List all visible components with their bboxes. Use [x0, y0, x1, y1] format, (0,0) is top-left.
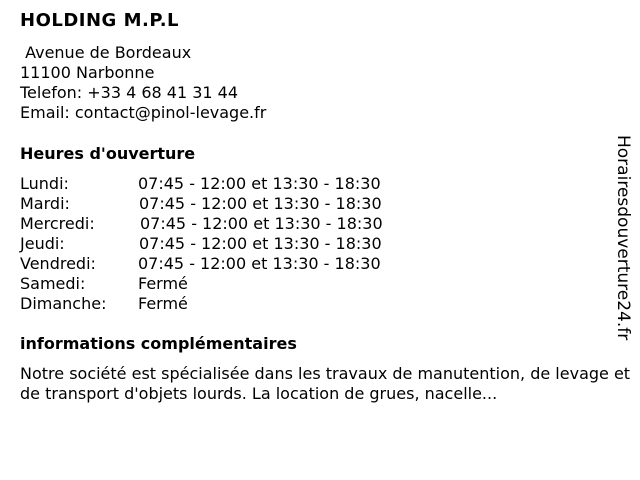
day-label: Mercredi: — [20, 214, 95, 233]
opening-hours-table — [20, 174, 440, 314]
day-label: Jeudi: — [20, 234, 65, 253]
additional-info-heading: informations complémentaires — [20, 334, 297, 353]
address-street: Avenue de Bordeaux — [20, 43, 192, 62]
day-hours: Fermé — [138, 274, 188, 293]
brand-watermark: Horairesdouverture24.fr — [613, 135, 633, 341]
hours-row-tuesday — [20, 194, 440, 214]
day-hours: 07:45 - 12:00 et 13:30 - 18:30 — [139, 194, 382, 213]
day-hours: Fermé — [138, 294, 188, 313]
day-hours: 07:45 - 12:00 et 13:30 - 18:30 — [140, 214, 383, 233]
company-name: HOLDING M.P.L — [20, 10, 180, 31]
hours-row-saturday — [20, 274, 440, 294]
day-hours: 07:45 - 12:00 et 13:30 - 18:30 — [138, 174, 381, 193]
hours-row-sunday — [20, 294, 440, 314]
day-hours: 07:45 - 12:00 et 13:30 - 18:30 — [139, 234, 382, 253]
hours-row-monday — [20, 174, 440, 194]
additional-info-text: Notre société est spécialisée dans les travaux de manutention, de levage et de transport d'objets lourds. La location de grues, nacelle... — [20, 364, 631, 403]
hours-row-friday — [20, 254, 440, 274]
day-label: Mardi: — [20, 194, 70, 213]
hours-row-thursday — [20, 234, 440, 254]
opening-hours-heading: Heures d'ouverture — [20, 144, 196, 163]
day-label: Samedi: — [20, 274, 86, 293]
day-label: Dimanche: — [20, 294, 107, 313]
phone-number: Telefon: +33 4 68 41 31 44 — [20, 83, 239, 102]
hours-row-wednesday — [20, 214, 440, 234]
company-address — [20, 43, 266, 123]
email-address: Email: contact@pinol-levage.fr — [20, 103, 267, 122]
address-city: 11100 Narbonne — [20, 63, 155, 82]
day-label: Lundi: — [20, 174, 69, 193]
day-hours: 07:45 - 12:00 et 13:30 - 18:30 — [138, 254, 381, 273]
day-label: Vendredi: — [20, 254, 96, 273]
